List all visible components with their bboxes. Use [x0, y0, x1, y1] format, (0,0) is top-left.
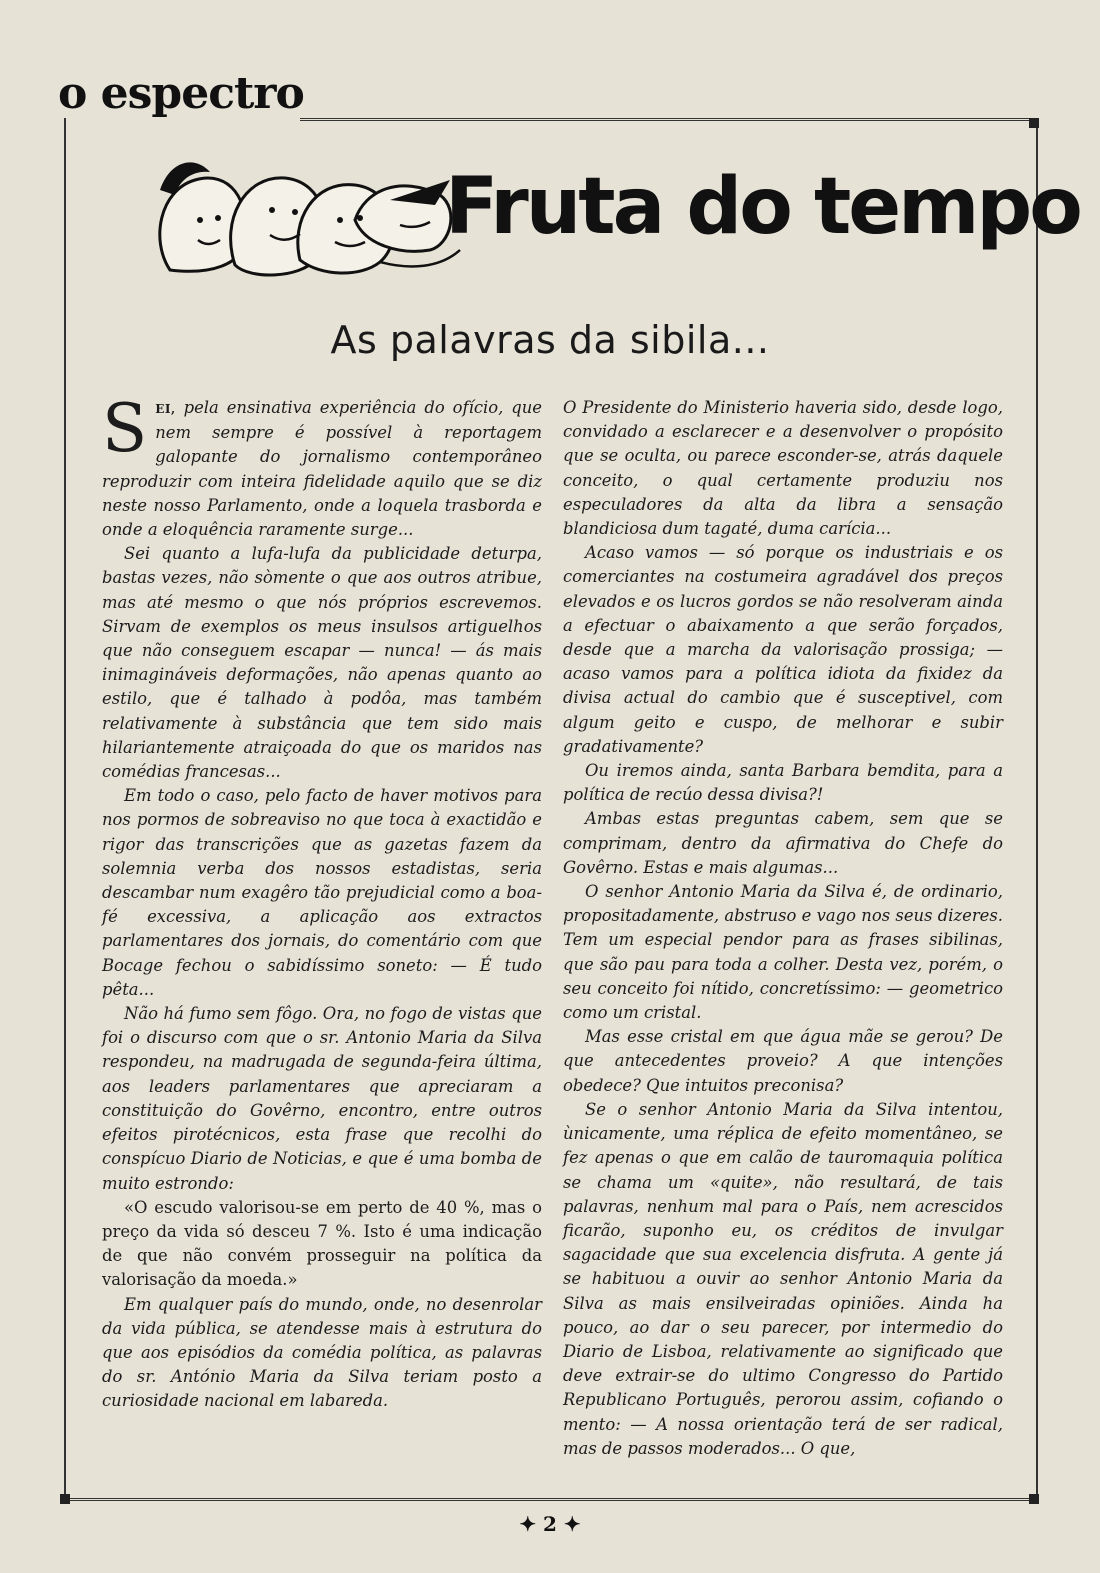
section-title: Fruta do tempo — [445, 162, 1080, 252]
top-rule — [300, 118, 1035, 121]
masthead-logo: o espectro — [58, 68, 304, 119]
corner-ornament-bottom-left — [60, 1494, 70, 1504]
bottom-rule — [62, 1498, 1036, 1501]
paragraph: Sei quanto a lufa-lufa da publicidade deturpa, bastas vezes, não sòmente o que aos outros atribue, mas até mesmo o que nós próprios escrevemos. Sirvam de exemplos os meus insulsos artiguelhos que não conseguem escapar — nunca! — ás mais inimagináveis deformações, não apenas quanto ao estilo, que é talhado à podôa, mas também relativamente à substância que tem sido mais hilariantemente atraiçoada do que os maridos nas comédias francesas... — [102, 544, 542, 782]
article-headline: As palavras da sibila... — [330, 318, 770, 362]
paragraph: Não há fumo sem fôgo. Ora, no fogo de vistas que foi o discurso com que o sr. Antonio Maria da Silva respondeu, na madrugada de segunda-feira última, aos leaders parlamentares que apreciaram a constituição do Govêrno, encontro, entre outros efeitos pirotécnicos, esta frase que recolhi do conspícuo Diario de Noticias, e que é uma bomba de muito estrondo: — [102, 1004, 542, 1193]
corner-ornament-top-right — [1029, 118, 1039, 128]
paragraph: Em todo o caso, pelo facto de haver motivos para nos pormos de sobreaviso no que toca à exactidão e rigor das transcrições que as gazetas fazem da solemnia verba dos nossos estadistas, seria descambar num exagêro tão prejudicial como a boa-fé excessiva, a aplicação aos extractos parlamentares dos jornais, do comentário com que Bocage fechou o sabidíssimo soneto: — É tudo pêta... — [102, 786, 542, 999]
right-column — [563, 396, 1003, 1461]
paragraph: Ou iremos ainda, santa Barbara bemdita, para a política de recúo dessa divisa?! — [563, 761, 1003, 805]
page-number: ✦ 2 ✦ — [519, 1512, 581, 1536]
paragraph: Mas esse cristal em que água mãe se gerou? De que antecedentes proveio? A que intenções obedece? Que intuitos preconisa? — [563, 1027, 1003, 1095]
corner-ornament-bottom-right — [1029, 1494, 1039, 1504]
smallcaps-lead: EI, — [155, 402, 176, 416]
drop-cap: S — [102, 390, 148, 467]
paragraph: O Presidente do Ministerio haveria sido, desde logo, convidado a esclarecer e a desenvolver o propósito que se oculta, ou parece esconder-se, atrás daquele conceito, o qual certamente produziu nos especuladores da alta da libra a sensação blandiciosa dum tagaté, duma carícia... — [563, 398, 1003, 539]
paragraph: O senhor Antonio Maria da Silva é, de ordinario, propositadamente, abstruso e vago nos seus dizeres. Tem um especial pendor para as frases sibilinas, que são pau para toda a colher. Desta vez, porém, o seu conceito foi nítido, concretíssimo: — geometrico como um cristal. — [563, 882, 1003, 1023]
paragraph: Se o senhor Antonio Maria da Silva intentou, ùnicamente, uma réplica de efeito momentâneo, se fez apenas o que em calão de tauromaquia política se chama um «quite», não resultará, de tais palavras, nenhum mal para o País, nem acrescidos ficarão, suponho eu, os créditos de invulgar sagacidade que sua excelencia disfruta. A gente já se habituou a ouvir ao senhor Antonio Maria da Silva as mais ensilveiradas opiniões. Ainda ha pouco, ao dar o seu parecer, por intermedio do Diario de Lisboa, relativamente ao significado que deve extrair-se do ultimo Congresso do Partido Republicano Português, perorou assim, cofiando o mento: — A nossa orientação terá de ser radical, mas de passos moderados... O que, — [563, 1099, 1003, 1458]
paragraph: Em qualquer país do mundo, onde, no desenrolar da vida pública, se atendesse mais à estrutura do que aos episódios da comédia política, as palavras do sr. António Maria da Silva teriam posto a curiosidade nacional em labareda. — [102, 1294, 542, 1411]
paragraph — [102, 390, 542, 542]
paragraph-text: pela ensinativa experiência do ofício, que nem sempre é possível à reportagem galopante do jornalismo contemporâneo reproduzir com inteira fidelidade aquilo que se diz neste nosso Parlamento, onde a loquela trasborda e onde a eloquência raramente surge... — [102, 398, 542, 540]
block-quote: «O escudo valorisou-se em perto de 40 %, mas o preço da vida só desceu 7 %. Isto é uma indicação de que não convém prosseguir na política da valorisação da moeda.» — [102, 1197, 542, 1290]
paragraph: Ambas estas preguntas cabem, sem que se comprimam, dentro da afirmativa do Chefe do Govêrno. Estas e mais algumas... — [563, 809, 1003, 877]
left-column — [102, 390, 542, 1414]
paragraph: Acaso vamos — só porque os industriais e os comerciantes na costumeira agradável dos preços elevados e os lucros gordos se não resolveram ainda a efectuar o abaixamento a que serão forçados, desde que a marcha da valorisação prossiga; — acaso vamos para a política idiota da fixidez da divisa actual do cambio que é susceptivel, com algum geito e cuspo, de melhorar e subir gradativamente? — [563, 543, 1003, 756]
